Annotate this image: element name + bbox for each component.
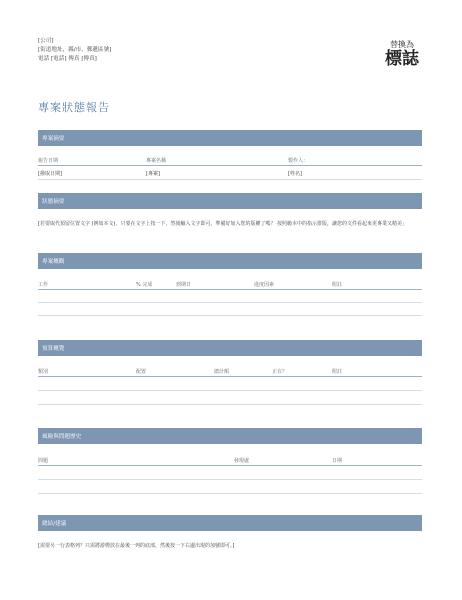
summary-prepared-by[interactable]: [姓名] (288, 171, 302, 177)
overview-col-percent-done: % 完成 (136, 282, 153, 288)
page-title: 專案狀態報告 (38, 101, 110, 114)
risks-col-date: 日期 (332, 458, 343, 464)
summary-col-prepared-by: 製作人： (288, 158, 309, 164)
overview-col-drivers: 進度因素 (254, 282, 275, 288)
section-header-budget (38, 340, 422, 356)
phone-value: [電話] (50, 56, 67, 62)
section-title: 狀態摘要 (42, 199, 65, 205)
section-title: 專案摘要 (42, 136, 65, 142)
table-rule (38, 179, 422, 180)
budget-col-category: 類別 (38, 369, 49, 375)
overview-col-notes: 附註 (332, 282, 343, 288)
table-rule (38, 289, 422, 290)
budget-col-total: 總計額 (214, 369, 230, 375)
section-title: 總結/建議 (42, 521, 67, 527)
table-row[interactable] (38, 479, 422, 480)
phone-label: 電話 (38, 56, 50, 62)
logo-placeholder (378, 40, 426, 68)
section-title: 預算概覽 (42, 346, 65, 352)
section-title: 專案概觀 (42, 259, 65, 265)
table-row[interactable] (38, 390, 422, 391)
budget-col-notes: 附註 (332, 369, 343, 375)
budget-col-on-track: 正在？ (272, 369, 288, 375)
overview-col-due-date: 到期日 (176, 282, 192, 288)
company-contact (38, 55, 111, 64)
summary-report-date[interactable]: [撥取日期] (38, 171, 62, 177)
summary-col-project-name: 專案名稱 (146, 158, 167, 164)
table-row[interactable] (38, 315, 422, 316)
table-row[interactable] (38, 404, 422, 405)
risks-col-found-by: 發現處 (234, 458, 250, 464)
table-rule (38, 165, 422, 166)
section-header-overview (38, 253, 422, 269)
company-name: [公司] (38, 38, 54, 44)
fax-label: 傳真 (68, 56, 80, 62)
company-address: [街道地址，縣/市，郵遞區號] (38, 47, 112, 53)
table-rule (38, 376, 422, 377)
table-row[interactable] (38, 493, 422, 494)
risks-col-issue: 問題 (38, 458, 49, 464)
section-header-risks (38, 428, 422, 444)
conclusion-text[interactable]: [需要另一行表格列？只需將游標放在最後一列的底部，然後按一下右邊出現的加號即可。] (38, 543, 235, 549)
summary-project-name[interactable]: [專案] (146, 171, 160, 177)
table-row[interactable] (38, 302, 422, 303)
section-header-summary (38, 130, 422, 146)
logo-line-1: 替換為 (390, 40, 414, 49)
company-info (38, 37, 111, 64)
overview-col-task: 工作 (38, 282, 49, 288)
section-header-status (38, 193, 422, 209)
table-rule (38, 465, 422, 466)
section-header-conclusion (38, 515, 422, 531)
status-summary-text[interactable]: [若要取代預留位置文字 (例如本文)，只要在文字上按一下，然後輸入文字即可。準備好加入您的版權了嗎？ 按照範本中的指示排版，讓您的文件看起來更專業又精美」 (38, 221, 408, 227)
summary-col-report-date: 報告日期 (38, 158, 59, 164)
budget-col-allocated: 配置 (136, 369, 147, 375)
fax-value: [傳真] (81, 56, 97, 62)
logo-line-2: 標誌 (385, 49, 419, 69)
section-title: 風險與問題歷史 (42, 434, 82, 440)
